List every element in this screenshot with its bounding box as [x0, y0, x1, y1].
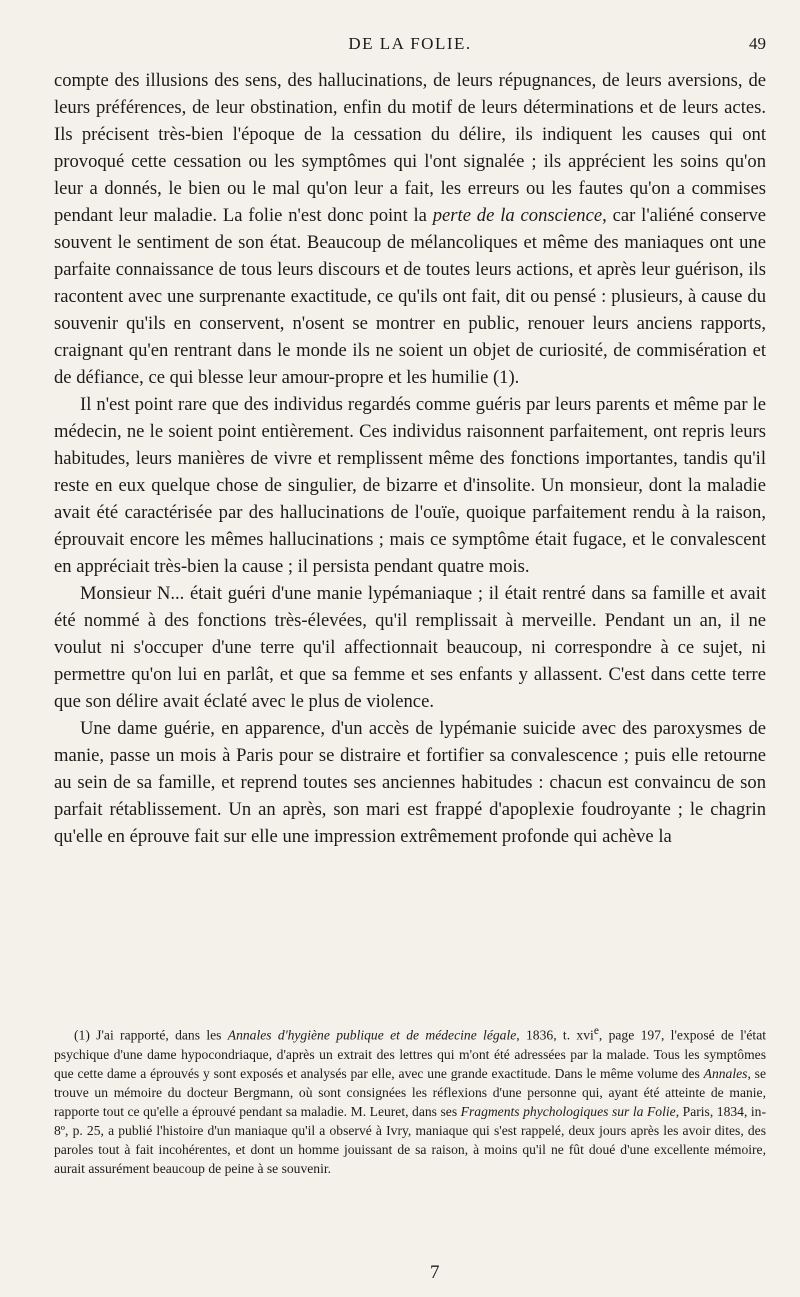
footnotes: [54, 1022, 766, 1178]
footnote-text-b: , 1836, t. xvi: [516, 1027, 594, 1043]
signature-mark: 7: [430, 1262, 440, 1283]
paragraph-1-text-b: , car l'aliéné conserve souvent le sentiment de son état. Beaucoup de mélancoliques et même des maniaques ont une parfaite connaissance de tous leurs discours et de toutes leurs actions, et après leur guérison, ils racontent avec une surprenante exactitude, ce qu'ils ont fait, dit ou pensé : plusieurs, à cause du souvenir qu'ils en conservent, n'osent se montrer en public, renouer leurs anciens rapports, craignant qu'en rentrant dans le monde ils ne soient un objet de curiosité, de commisération et de défiance, ce qui blesse leur amour-propre et les humilie (1).: [54, 205, 766, 388]
footnote-text-e: , Paris, 1834, in-8º, p. 25, a publié l'histoire d'un maniaque qu'il a observé à Ivry, maniaque qui s'est rappelé, deux jours après les avoir dites, des paroles tout à fait incohérentes, et dont un homme jouissant de sa raison, à moins qu'il ne fût doué d'une excellente mémoire, aurait assurément beaucoup de peine à se souvenir.: [54, 1103, 766, 1176]
footnote-emphasis-3: Fragments phychologiques sur la Folie: [460, 1103, 676, 1119]
paragraph-1-text-a: compte des illusions des sens, des hallucinations, de leurs répugnances, de leurs aversions, de leurs préférences, de leur obstination, enfin du motif de leurs déterminations et de leurs actes. Ils précisent très-bien l'époque de la cessation du délire, ils indiquent les causes qui ont provoqué cette cessation ou les symptômes qui l'ont signalée ; ils apprécient les soins qu'on leur a donnés, le bien ou le mal qu'on leur a fait, les erreurs ou les fautes qu'on a commises pendant leur maladie. La folie n'est donc point la: [54, 70, 766, 226]
paragraph-4: Une dame guérie, en apparence, d'un accès de lypémanie suicide avec des paroxysmes de manie, passe un mois à Paris pour se distraire et fortifier sa convalescence ; puis elle retourne au sein de sa famille, et reprend toutes ses anciennes habitudes : chacun est convaincu de son parfait rétablissement. Un an après, son mari est frappé d'apoplexie foudroyante ; le chagrin qu'elle en éprouve fait sur elle une impression extrêmement profonde qui achève la: [54, 718, 766, 847]
paragraph-1-emphasis: perte de la conscience: [432, 205, 603, 226]
paragraph-1: [54, 67, 766, 391]
paragraph-3: Monsieur N... était guéri d'une manie lypémaniaque ; il était rentré dans sa famille et avait été nommé à des fonctions très-élevées, qu'il remplissait à merveille. Pendant un an, il ne voulut ni s'occuper d'une terre qu'il affectionnait beaucoup, ni correspondre à ce sujet, ni permettre qu'on lui en parlât, et que sa femme et ses enfants y allassent. C'est dans cette terre que son délire avait éclaté avec le plus de violence.: [54, 583, 766, 712]
running-title: DE LA FOLIE.: [348, 34, 472, 53]
body-text: [54, 67, 766, 850]
footnote-superscript: e: [593, 1025, 599, 1037]
running-head: [54, 34, 766, 56]
footnote-emphasis-1: Annales d'hygiène publique et de médecine légale: [227, 1027, 517, 1043]
paragraph-2: Il n'est point rare que des individus regardés comme guéris par leurs parents et même par le médecin, ne le soient point entièrement. Ces individus raisonnent parfaitement, ont repris leurs habitudes, leurs manières de vivre et remplissent même des fonctions importantes, tandis qu'il reste en eux quelque chose de singulier, de bizarre et d'insolite. Un monsieur, dont la maladie avait été caractérisée par des hallucinations de l'ouïe, quoique parfaitement rendu à la raison, éprouvait encore les mêmes hallucinations ; mais ce symptôme était fugace, et le convalescent en appréciait très-bien la cause ; il persista pendant quatre mois.: [54, 394, 766, 577]
page-number: 49: [749, 34, 766, 53]
footnote-text-d: , se trouve un mémoire du docteur Bergmann, où sont consignées les réflexions d'une personne qui, ayant été atteinte de manie, rapporte tout ce qu'elle a éprouvé pendant sa maladie. M. Leuret, dans ses: [54, 1065, 767, 1119]
footnote-text-a: (1) J'ai rapporté, dans les: [74, 1027, 228, 1043]
footnote-text-c: , page 197, l'exposé de l'état psychique d'une dame hypocondriaque, d'après un extrait des lettres qui m'ont été adressées par la malade. Tous les symptômes que cette dame a éprouvés y sont exposés et analysés par elle, avec une grande exactitude. Dans le même volume des: [54, 1027, 766, 1081]
footnote-1: [54, 1022, 766, 1178]
footnote-emphasis-2: Annales: [703, 1065, 748, 1081]
